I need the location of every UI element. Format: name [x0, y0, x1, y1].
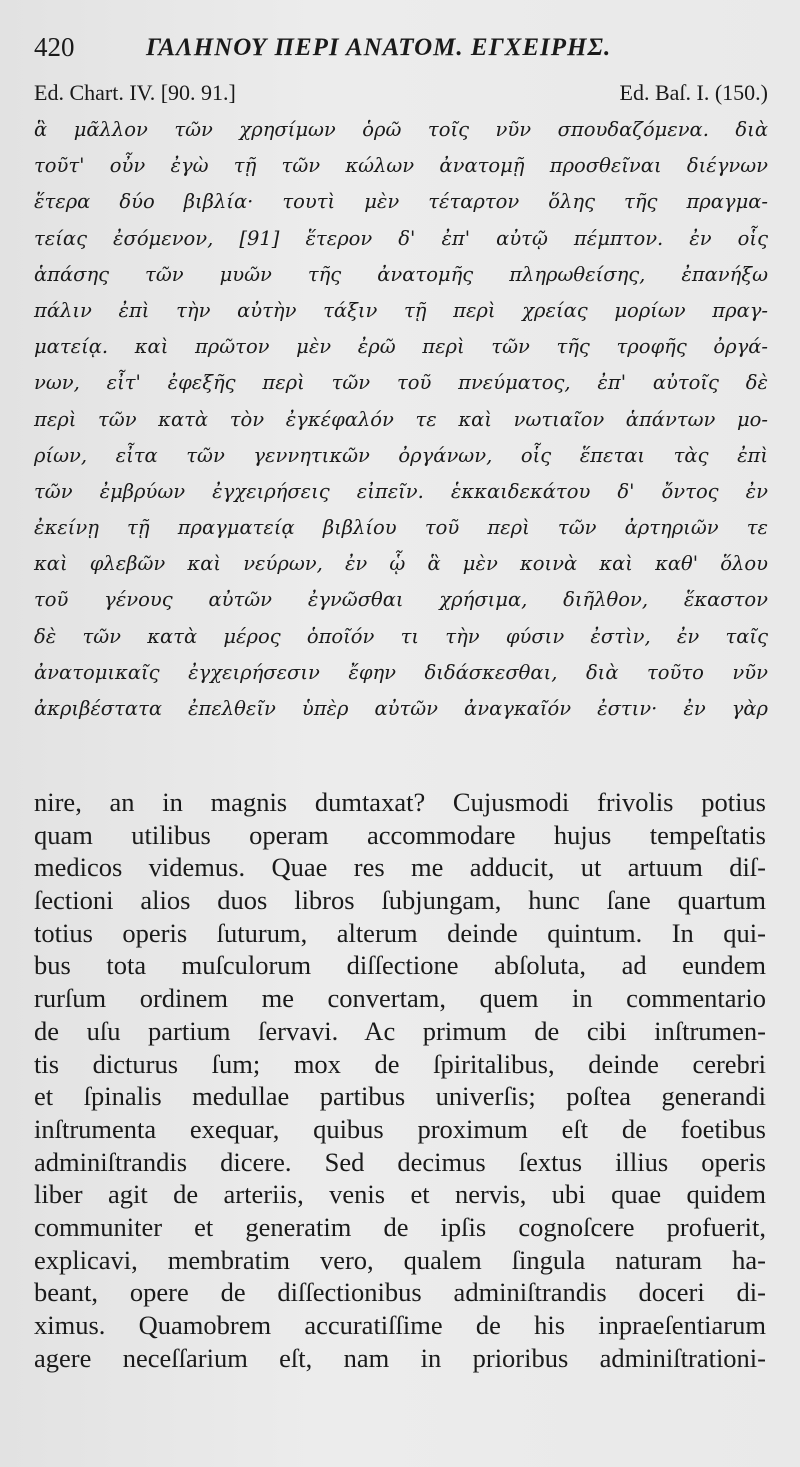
latin-text-block: [34, 786, 766, 1374]
greek-line: καὶ φλεβῶν καὶ νεύρων, ἐν ᾧ ἃ μὲν κοινὰ καὶ καθ' ὅλου: [34, 552, 768, 576]
page-header: [34, 28, 774, 68]
latin-line: medicos videmus. Quae res me adducit, ut artuum diſ-: [34, 852, 766, 883]
running-title: ΓΑΛΗΝΟΥ ΠΕΡΙ ΑΝΑΤΟΜ. ΕΓΧΕΙΡΗΣ.: [146, 34, 612, 61]
page-number: 420: [34, 32, 75, 62]
greek-line: πάλιν ἐπὶ τὴν αὐτὴν τάξιν τῇ περὶ χρείας μορίων πραγ-: [34, 298, 768, 322]
latin-line: inſtrumenta exequar, quibus proximum eſt de foetibus: [34, 1113, 766, 1144]
greek-line: περὶ τῶν κατὰ τὸν ἐγκέφαλόν τε καὶ νωτιαῖον ἁπάντων μο-: [34, 407, 768, 431]
greek-line: ἀκριβέστατα ἐπελθεῖν ὑπὲρ αὐτῶν ἀναγκαῖόν ἐστιν· ἐν γὰρ: [34, 697, 768, 720]
latin-line: ximus. Quamobrem accuratiſſime de his inpraeſentiarum: [34, 1310, 766, 1340]
greek-line: τοῦτ' οὖν ἐγὼ τῇ τῶν κώλων ἀνατομῇ προσθεῖναι διέγνων: [34, 154, 768, 178]
latin-line: beant, opere de diſſectionibus adminiſtrandis doceri di-: [34, 1277, 766, 1308]
greek-text-block: [34, 112, 768, 727]
greek-line: ἐκείνῃ τῇ πραγματείᾳ βιβλίου τοῦ περὶ τῶν ἀρτηριῶν τε: [34, 516, 768, 540]
latin-line: explicavi, membratim vero, qualem ſingula naturam ha-: [34, 1244, 766, 1275]
latin-line: communiter et generatim de ipſis cognoſcere profuerit,: [34, 1211, 766, 1242]
greek-line: ματείᾳ. καὶ πρῶτον μὲν ἐρῶ περὶ τῶν τῆς τροφῆς ὀργά-: [34, 335, 768, 359]
latin-line: tis dicturus ſum; mox de ſpiritalibus, deinde cerebri: [34, 1048, 766, 1079]
greek-line: τείας ἐσόμενον, [91] ἕτερον δ' ἐπ' αὐτῷ πέμπτον. ἐν οἷς: [34, 226, 768, 250]
edition-basel-reference: Ed. Baſ. I. (150.): [619, 80, 768, 105]
latin-line: et ſpinalis medullae partibus univerſis; poſtea generandi: [34, 1081, 766, 1112]
greek-line: δὲ τῶν κατὰ μέρος ὁποῖόν τι τὴν φύσιν ἐστὶν, ἐν ταῖς: [34, 624, 768, 648]
edition-reference-line: [34, 80, 768, 110]
latin-line: rurſum ordinem me convertam, quem in commentario: [34, 983, 766, 1014]
latin-line: agere neceſſarium eſt, nam in prioribus adminiſtrationi-: [34, 1342, 766, 1373]
greek-line: ἃ μᾶλλον τῶν χρησίμων ὁρῶ τοῖς νῦν σπουδαζόμενα. διὰ: [34, 118, 768, 141]
latin-line: totius operis ſuturum, alterum deinde quintum. In qui-: [34, 917, 766, 948]
edition-chart-reference: Ed. Chart. IV. [90. 91.]: [34, 80, 236, 105]
greek-line: τῶν ἐμβρύων ἐγχειρήσεις εἰπεῖν. ἑκκαιδεκάτου δ' ὄντος ἐν: [34, 479, 768, 503]
greek-line: ἁπάσης τῶν μυῶν τῆς ἀνατομῆς πληρωθείσης, ἐπανήξω: [34, 262, 768, 286]
latin-line: adminiſtrandis dicere. Sed decimus ſextus illius operis: [34, 1146, 766, 1177]
greek-line: νων, εἶτ' ἐφεξῆς περὶ τῶν τοῦ πνεύματος, ἐπ' αὐτοῖς δὲ: [34, 371, 768, 395]
greek-line: ἕτερα δύο βιβλία· τουτὶ μὲν τέταρτον ὅλης τῆς πραγμα-: [34, 190, 768, 214]
greek-line: τοῦ γένους αὐτῶν ἐγνῶσθαι χρήσιμα, διῆλθον, ἕκαστον: [34, 588, 768, 612]
greek-line: ρίων, εἶτα τῶν γεννητικῶν ὀργάνων, οἷς ἕπεται τὰς ἐπὶ: [34, 443, 768, 467]
latin-line: ſectioni alios duos libros ſubjungam, hunc ſane quartum: [34, 885, 766, 916]
greek-line: ἀνατομικαῖς ἐγχειρήσεσιν ἔφην διδάσκεσθαι, διὰ τοῦτο νῦν: [34, 660, 768, 684]
latin-line: nire, an in magnis dumtaxat? Cujusmodi frivolis potius: [34, 787, 766, 817]
latin-line: quam utilibus operam accommodare hujus tempeſtatis: [34, 819, 766, 850]
latin-line: liber agit de arteriis, venis et nervis, ubi quae quidem: [34, 1179, 766, 1210]
latin-line: de uſu partium ſervavi. Ac primum de cibi inſtrumen-: [34, 1015, 766, 1046]
latin-line: bus tota muſculorum diſſectione abſoluta, ad eundem: [34, 950, 766, 981]
